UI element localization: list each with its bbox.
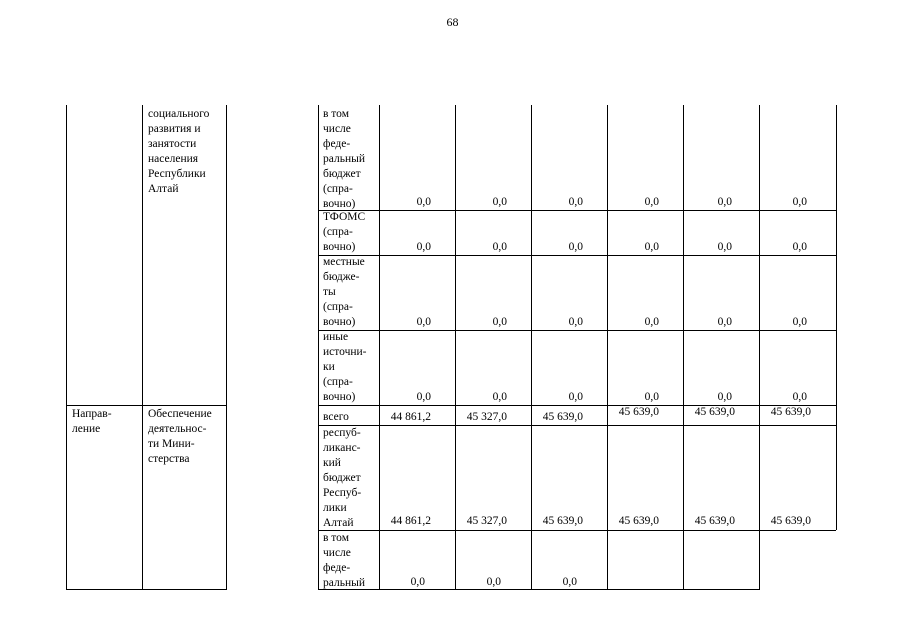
table-cell-value: 0,0 xyxy=(492,196,507,208)
table-cell-value: 45 327,0 xyxy=(466,411,507,423)
table-cell-value: 45 639,0 xyxy=(770,515,811,527)
table-cell-value: 0,0 xyxy=(486,576,501,588)
table-border xyxy=(836,105,837,530)
left-table-border xyxy=(226,105,227,590)
table-cell-value: 0,0 xyxy=(717,196,732,208)
direction-name-cell: Обеспечение деятельнос- ти Мини- стерства xyxy=(148,408,212,465)
left-table-border xyxy=(66,105,67,590)
row-label: в том числе феде- ральный xyxy=(323,532,365,589)
table-cell-value: 0,0 xyxy=(492,241,507,253)
table-cell-value: 0,0 xyxy=(568,316,583,328)
table-cell-value: 0,0 xyxy=(717,241,732,253)
table-cell-value: 45 639,0 xyxy=(694,406,735,418)
table-cell-value: 0,0 xyxy=(792,391,807,403)
table-cell-value: 45 639,0 xyxy=(694,515,735,527)
table-cell-value: 45 639,0 xyxy=(770,406,811,418)
table-cell-value: 0,0 xyxy=(568,196,583,208)
table-border xyxy=(318,530,836,531)
table-cell-value: 45 639,0 xyxy=(542,515,583,527)
table-cell-value: 45 327,0 xyxy=(466,515,507,527)
table-border xyxy=(455,105,456,590)
table-border xyxy=(759,105,760,590)
table-cell-value: 0,0 xyxy=(410,576,425,588)
table-cell-value: 45 639,0 xyxy=(618,515,659,527)
left-table-border xyxy=(142,105,143,590)
table-cell-value: 0,0 xyxy=(792,316,807,328)
table-cell-value: 0,0 xyxy=(562,576,577,588)
table-cell-value: 45 639,0 xyxy=(542,411,583,423)
table-cell-value: 0,0 xyxy=(717,316,732,328)
table-cell-value: 0,0 xyxy=(568,241,583,253)
table-cell-value: 0,0 xyxy=(644,196,659,208)
table-border xyxy=(318,425,836,426)
page-number: 68 xyxy=(446,15,459,29)
table-cell-value: 44 861,2 xyxy=(390,411,431,423)
row-label: всего xyxy=(323,411,349,423)
table-cell-value: 0,0 xyxy=(492,391,507,403)
row-label: местные бюдже- ты (спра- вочно) xyxy=(323,256,365,328)
table-cell-value: 0,0 xyxy=(792,241,807,253)
table-cell-value: 45 639,0 xyxy=(618,406,659,418)
table-border xyxy=(379,105,380,590)
table-border xyxy=(318,405,836,406)
row-label: ТФОМС (спра- вочно) xyxy=(323,211,366,253)
table-cell-value: 0,0 xyxy=(792,196,807,208)
table-cell-value: 0,0 xyxy=(416,196,431,208)
table-cell-value: 0,0 xyxy=(568,391,583,403)
table-border xyxy=(318,210,836,211)
table-cell-value: 0,0 xyxy=(644,316,659,328)
table-cell-value: 0,0 xyxy=(416,316,431,328)
direction-type-cell: Направ- ление xyxy=(72,408,112,435)
table-cell-value: 0,0 xyxy=(416,241,431,253)
table-border xyxy=(683,105,684,590)
table-cell-value: 44 861,2 xyxy=(390,515,431,527)
responsible-executor-cell: социального развития и занятости населения Республики Алтай xyxy=(148,108,210,195)
row-label: в том числе феде- ральный бюджет (спра- вочно) xyxy=(323,108,365,210)
table-border xyxy=(607,105,608,590)
table-border xyxy=(318,255,836,256)
table-border xyxy=(318,330,836,331)
table-cell-value: 0,0 xyxy=(644,241,659,253)
table-cell-value: 0,0 xyxy=(492,316,507,328)
table-border xyxy=(318,105,319,590)
table-cell-value: 0,0 xyxy=(717,391,732,403)
left-table-border xyxy=(66,589,227,590)
row-label: иные источни- ки (спра- вочно) xyxy=(323,331,367,403)
row-label: респуб- ликанс- кий бюджет Респуб- лики Алтай xyxy=(323,427,362,529)
table-cell-value: 0,0 xyxy=(644,391,659,403)
left-table-border xyxy=(66,405,227,406)
table-cell-value: 0,0 xyxy=(416,391,431,403)
table-border xyxy=(531,105,532,590)
